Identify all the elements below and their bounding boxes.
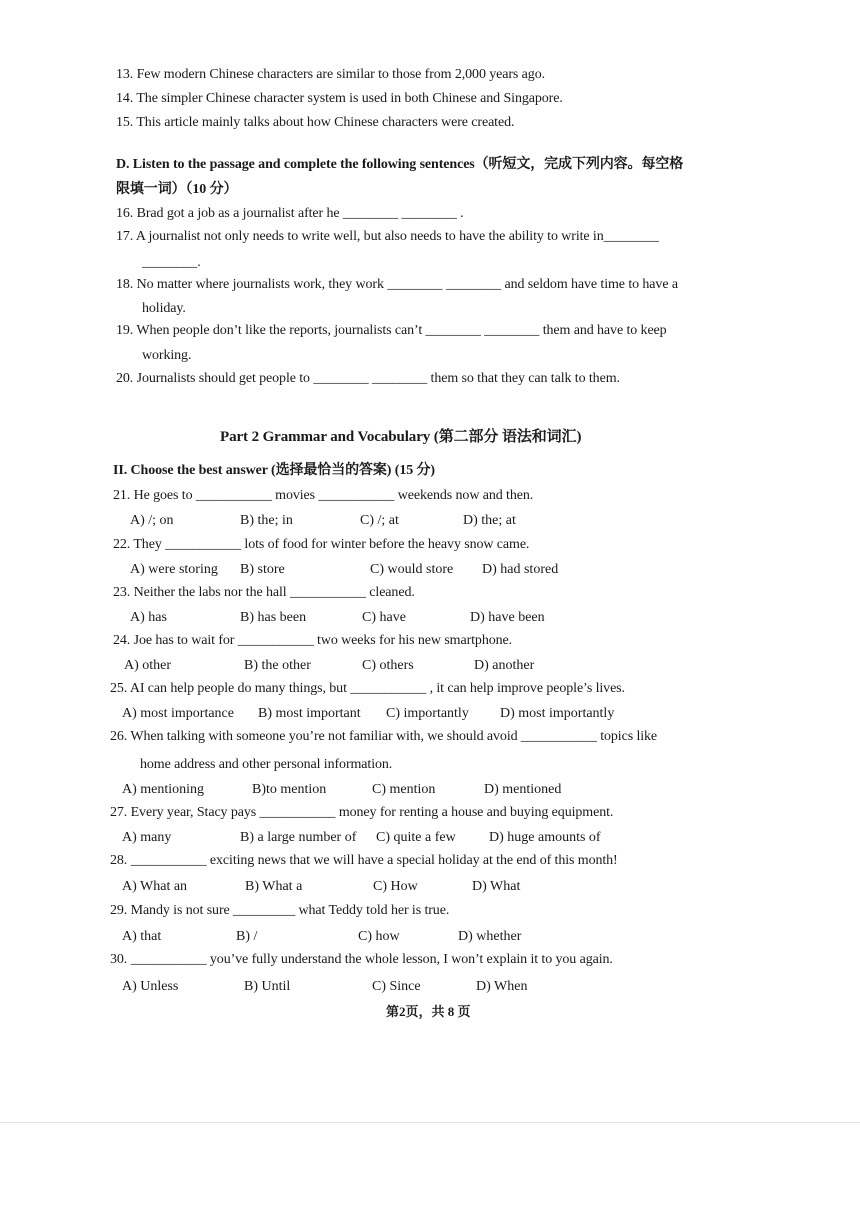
option-c: C) others bbox=[362, 658, 414, 673]
option-d: D) When bbox=[476, 979, 528, 994]
option-d: D) another bbox=[474, 658, 535, 673]
question-20: 20. Journalists should get people to ________ ________ them so that they can talk to them. bbox=[116, 371, 620, 386]
option-a: A) Unless bbox=[122, 979, 179, 994]
question-27: 27. Every year, Stacy pays ___________ money for renting a house and buying equipment. bbox=[110, 805, 614, 820]
option-a: A) other bbox=[124, 658, 172, 673]
option-c: C) /; at bbox=[360, 513, 399, 528]
option-a: A) What an bbox=[122, 879, 188, 894]
option-d: D) most importantly bbox=[500, 706, 615, 721]
part-2-title: Part 2 Grammar and Vocabulary (第二部分 语法和词汇) bbox=[220, 429, 582, 445]
option-b: B) a large number of bbox=[240, 830, 357, 845]
option-b: B) the; in bbox=[240, 513, 293, 528]
option-c: C) quite a few bbox=[376, 830, 456, 845]
option-c: C) How bbox=[373, 879, 418, 894]
option-b: B) store bbox=[240, 562, 285, 577]
question-14: 14. The simpler Chinese character system is used in both Chinese and Singapore. bbox=[116, 91, 563, 106]
option-b: B) most important bbox=[258, 706, 361, 721]
option-d: D) have been bbox=[470, 610, 545, 625]
option-a: A) were storing bbox=[130, 562, 218, 577]
question-23: 23. Neither the labs nor the hall ___________ cleaned. bbox=[113, 585, 415, 600]
option-b: B) Until bbox=[244, 979, 291, 994]
question-18-cont: holiday. bbox=[142, 301, 186, 316]
option-c: C) importantly bbox=[386, 706, 469, 721]
question-19: 19. When people don’t like the reports, journalists can’t ________ ________ them and have to keep bbox=[116, 323, 667, 338]
option-d: D) What bbox=[472, 879, 521, 894]
option-a: A) that bbox=[122, 929, 162, 944]
question-25: 25. AI can help people do many things, but ___________ , it can help improve people’s lives. bbox=[110, 681, 625, 696]
question-30: 30. ___________ you’ve fully understand the whole lesson, I won’t explain it to you again. bbox=[110, 952, 613, 967]
question-19-cont: working. bbox=[142, 348, 192, 363]
section-d-heading: D. Listen to the passage and complete the following sentences（听短文，完成下列内容。每空格 bbox=[116, 157, 684, 172]
question-26: 26. When talking with someone you’re not familiar with, we should avoid ___________ topics like bbox=[110, 729, 658, 744]
question-21: 21. He goes to ___________ movies ___________ weekends now and then. bbox=[113, 488, 534, 503]
option-a: A) has bbox=[130, 610, 167, 625]
option-b: B)to mention bbox=[252, 782, 327, 797]
question-24: 24. Joe has to wait for ___________ two weeks for his new smartphone. bbox=[113, 633, 513, 648]
option-b: B) / bbox=[236, 929, 258, 944]
page-number: 第2页，共 8 页 bbox=[386, 1004, 471, 1019]
option-c: C) have bbox=[362, 610, 406, 625]
section-d-heading-cont: 限填一词）（10 分） bbox=[116, 182, 238, 197]
option-d: D) had stored bbox=[482, 562, 559, 577]
option-a: A) mentioning bbox=[122, 782, 205, 797]
option-b: B) the other bbox=[244, 658, 311, 673]
option-a: A) many bbox=[122, 830, 172, 845]
question-13: 13. Few modern Chinese characters are similar to those from 2,000 years ago. bbox=[116, 67, 545, 82]
option-a: A) most importance bbox=[122, 706, 234, 721]
question-26-cont: home address and other personal information. bbox=[140, 757, 393, 772]
option-b: B) What a bbox=[245, 879, 303, 894]
option-d: D) mentioned bbox=[484, 782, 562, 797]
question-17-cont: ________. bbox=[142, 255, 201, 270]
option-b: B) has been bbox=[240, 610, 307, 625]
question-18: 18. No matter where journalists work, they work ________ ________ and seldom have time to have a bbox=[116, 277, 678, 292]
question-16: 16. Brad got a job as a journalist after he ________ ________ . bbox=[116, 206, 464, 221]
scan-edge-divider bbox=[0, 1122, 860, 1123]
question-22: 22. They ___________ lots of food for winter before the heavy snow came. bbox=[113, 537, 530, 552]
option-d: D) the; at bbox=[463, 513, 516, 528]
option-d: D) huge amounts of bbox=[489, 830, 601, 845]
option-c: C) mention bbox=[372, 782, 436, 797]
question-15: 15. This article mainly talks about how Chinese characters were created. bbox=[116, 115, 515, 130]
question-28: 28. ___________ exciting news that we will have a special holiday at the end of this month! bbox=[110, 853, 618, 868]
question-29: 29. Mandy is not sure _________ what Teddy told her is true. bbox=[110, 903, 450, 918]
option-a: A) /; on bbox=[130, 513, 174, 528]
option-c: C) Since bbox=[372, 979, 421, 994]
option-c: C) how bbox=[358, 929, 400, 944]
section-ii-heading: II. Choose the best answer (选择最恰当的答案) (15 分) bbox=[113, 463, 435, 478]
option-c: C) would store bbox=[370, 562, 454, 577]
question-17: 17. A journalist not only needs to write well, but also needs to have the ability to write in________ bbox=[116, 229, 659, 244]
option-d: D) whether bbox=[458, 929, 522, 944]
